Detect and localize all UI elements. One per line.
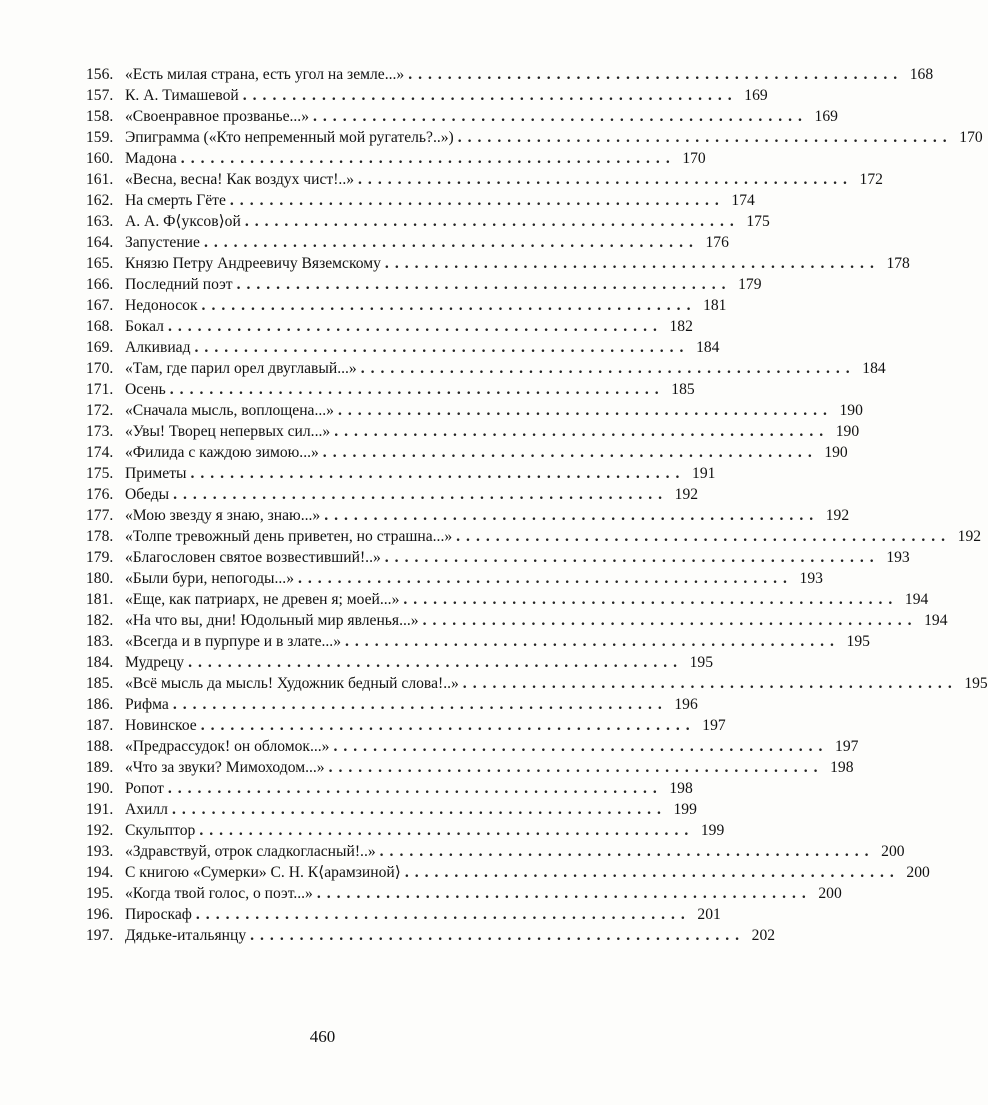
entry-number: 182. [86,612,114,629]
dot-leader: .................................................. [169,381,665,398]
toc-entry [86,631,870,652]
dot-leader: .................................................. [422,612,918,629]
dot-leader: .................................................. [200,717,696,734]
entry-number: 175. [86,465,114,482]
dot-leader: .................................................. [201,297,697,314]
entry-page: 174 [731,192,755,209]
entry-page: 190 [839,402,863,419]
entry-number: 197. [86,927,114,944]
entry-number: 157. [86,87,114,104]
entry-title: «Всегда и в пурпуре и в злате...» [125,633,341,650]
entry-page: 184 [862,360,886,377]
entry-page: 197 [835,738,859,755]
dot-leader: .................................................. [384,549,880,566]
dot-leader: .................................................. [408,66,904,83]
entry-title: Недоносок [125,297,198,314]
entry-number: 171. [86,381,114,398]
entry-number: 193. [86,843,114,860]
dot-leader: .................................................. [404,864,900,881]
entry-page: 194 [924,612,948,629]
toc-entry [86,904,721,925]
toc-entry [86,190,755,211]
entry-number: 180. [86,570,114,587]
dot-leader: .................................................. [180,150,676,167]
entry-number: 191. [86,801,114,818]
entry-number: 195. [86,885,114,902]
dot-leader: .................................................. [250,927,746,944]
dot-leader: .................................................. [229,192,725,209]
entry-title: А. А. Ф⟨уксов⟩ой [125,213,241,230]
toc-entry [86,295,727,316]
toc-entry [86,925,776,946]
entry-page: 200 [818,885,842,902]
entry-title: «Мою звезду я знаю, знаю...» [125,507,321,524]
entry-page: 197 [702,717,726,734]
entry-page: 168 [909,66,934,83]
dot-leader: .................................................. [328,759,824,776]
entry-page: 176 [705,234,729,251]
entry-title: «Еще, как патриарх, не древен я; моей...» [125,591,400,608]
toc-entry [86,841,905,862]
dot-leader: .................................................. [173,486,669,503]
toc-entry [86,106,838,127]
toc-entry [86,274,762,295]
entry-title: «Весна, весна! Как воздух чист!..» [125,171,355,188]
entry-page: 198 [830,759,854,776]
dot-leader: .................................................. [203,234,699,251]
entry-title: К. А. Тимашевой [125,87,239,104]
toc-entry [86,442,848,463]
entry-number: 187. [86,717,114,734]
toc-entry [86,400,863,421]
entry-number: 164. [86,234,114,251]
entry-number: 162. [86,192,114,209]
entry-number: 156. [86,66,114,83]
toc-entry [86,694,698,715]
entry-page: 196 [674,696,698,713]
dot-leader: .................................................. [333,738,829,755]
entry-page: 193 [886,549,910,566]
entry-number: 169. [86,339,114,356]
toc-entry [86,589,929,610]
entry-title: «Когда твой голос, о поэт...» [125,885,313,902]
entry-number: 167. [86,297,114,314]
toc-entry [86,610,948,631]
entry-title: Скульптор [125,822,196,839]
dot-leader: .................................................. [322,444,818,461]
entry-title: «Здравствуй, отрок сладкогласный!..» [125,843,376,860]
toc-entry [86,379,695,400]
entry-page: 190 [835,423,860,440]
dot-leader: .................................................. [167,318,663,335]
entry-page: 181 [703,297,727,314]
entry-title: Запустение [125,234,200,251]
entry-number: 168. [86,318,114,335]
dot-leader: .................................................. [195,906,691,923]
entry-number: 163. [86,213,114,230]
entry-page: 169 [744,87,768,104]
entry-page: 201 [697,906,721,923]
dot-leader: .................................................. [360,360,856,377]
dot-leader: .................................................. [172,696,668,713]
entry-number: 165. [86,255,114,272]
dot-leader: .................................................. [244,213,740,230]
entry-number: 170. [86,360,114,377]
entry-title: На смерть Гёте [125,192,226,209]
entry-number: 189. [86,759,114,776]
dot-leader: .................................................. [384,255,880,272]
entry-title: Дядьке-итальянцу [125,927,247,944]
dot-leader: .................................................. [313,108,808,125]
toc-entry [86,526,982,547]
entry-title: Пироскаф [125,906,192,923]
entry-page: 172 [859,171,883,188]
entry-number: 190. [86,780,114,797]
toc-entry [86,673,988,694]
toc-entry [86,64,934,85]
page-number: 460 [309,1027,336,1046]
toc-entry [86,463,716,484]
entry-page: 182 [669,318,693,335]
toc-entry [86,316,693,337]
entry-page: 199 [700,822,725,839]
dot-leader: .................................................. [242,87,738,104]
entry-number: 184. [86,654,114,671]
dot-leader: .................................................. [190,465,686,482]
toc-entry [86,652,714,673]
entry-number: 188. [86,738,114,755]
entry-number: 196. [86,906,114,923]
entry-page: 193 [799,570,823,587]
toc-entry [86,736,859,757]
dot-leader: .................................................. [236,276,732,293]
entry-title: «Всё мысль да мысль! Художник бедный слова!..» [125,675,459,692]
entry-page: 199 [673,801,697,818]
toc-entry [86,127,983,148]
entry-page: 192 [957,528,982,545]
entry-title: Мадона [125,150,177,167]
entry-title: Рифма [125,696,169,713]
dot-leader: .................................................. [457,129,953,146]
toc-entry [86,148,706,169]
entry-page: 184 [696,339,720,356]
entry-number: 160. [86,150,114,167]
toc-entry [86,337,720,358]
entry-page: 192 [674,486,699,503]
dot-leader: .................................................. [298,570,793,587]
toc-entry [86,757,854,778]
entry-number: 161. [86,171,114,188]
entry-page: 185 [671,381,695,398]
entry-page: 198 [669,780,693,797]
entry-title: Обеды [125,486,170,503]
table-of-contents [86,64,988,946]
entry-title: Осень [125,381,166,398]
toc-entry [86,253,910,274]
toc-entry [86,778,693,799]
entry-title: «Благословен святое возвестивший!..» [125,549,381,566]
entry-title: «На что вы, дни! Юдольный мир явленья...» [125,612,419,629]
entry-title: «Предрассудок! он обломок...» [125,738,330,755]
toc-entry [86,169,883,190]
entry-page: 192 [825,507,850,524]
entry-number: 166. [86,276,114,293]
dot-leader: .................................................. [358,171,853,188]
entry-number: 181. [86,591,114,608]
entry-number: 178. [86,528,114,545]
entry-page: 190 [824,444,848,461]
entry-number: 179. [86,549,114,566]
entry-page: 175 [746,213,770,230]
entry-page: 179 [738,276,762,293]
toc-entry [86,211,770,232]
toc-entry [86,232,729,253]
entry-title: «Что за звуки? Мимоходом...» [125,759,325,776]
entry-page: 191 [692,465,716,482]
dot-leader: .................................................. [403,591,899,608]
entry-number: 194. [86,864,114,881]
entry-page: 200 [881,843,905,860]
entry-page: 195 [846,633,870,650]
entry-title: Новинское [125,717,197,734]
dot-leader: .................................................. [337,402,833,419]
entry-title: Алкивиад [125,339,191,356]
entry-page: 169 [814,108,838,125]
entry-title: «Филида с каждою зимою...» [125,444,319,461]
entry-page: 178 [886,255,910,272]
entry-title: Последний поэт [125,276,233,293]
toc-entry [86,547,910,568]
entry-title: «Толпе тревожный день приветен, но страшна...» [125,528,453,545]
entry-number: 173. [86,423,114,440]
entry-number: 172. [86,402,114,419]
toc-entry [86,883,842,904]
entry-page: 202 [751,927,776,944]
entry-title: Приметы [125,465,187,482]
entry-number: 177. [86,507,114,524]
entry-page: 194 [904,591,929,608]
entry-page: 195 [964,675,988,692]
entry-number: 158. [86,108,114,125]
entry-title: Ропот [125,780,164,797]
entry-page: 200 [906,864,930,881]
entry-page: 195 [689,654,714,671]
dot-leader: .................................................. [194,339,690,356]
dot-leader: .................................................. [199,822,695,839]
entry-number: 185. [86,675,114,692]
entry-title: «Сначала мысль, воплощена...» [125,402,334,419]
dot-leader: .................................................. [456,528,952,545]
dot-leader: .................................................. [462,675,958,692]
entry-title: «Были бури, непогоды...» [125,570,294,587]
entry-number: 183. [86,633,114,650]
toc-entry [86,484,699,505]
dot-leader: .................................................. [188,654,684,671]
entry-title: «Там, где парил орел двуглавый...» [125,360,357,377]
dot-leader: .................................................. [316,885,812,902]
toc-entry [86,799,697,820]
toc-entry [86,421,860,442]
entry-page: 170 [682,150,706,167]
entry-number: 192. [86,822,114,839]
entry-title: «Своенравное прозванье...» [125,108,309,125]
toc-entry [86,358,886,379]
entry-page: 170 [959,129,983,146]
dot-leader: .................................................. [171,801,667,818]
entry-title: С книгою «Сумерки» С. Н. К⟨арамзиной⟩ [125,864,401,881]
entry-number: 186. [86,696,114,713]
entry-title: «Есть милая страна, есть угол на земле...» [125,66,405,83]
dot-leader: .................................................. [167,780,663,797]
entry-title: Ахилл [125,801,168,818]
toc-entry [86,715,726,736]
entry-number: 176. [86,486,114,503]
entry-title: «Увы! Творец непервых сил...» [125,423,331,440]
dot-leader: .................................................. [345,633,840,650]
entry-title: Бокал [125,318,164,335]
dot-leader: .................................................. [324,507,820,524]
entry-title: Мудрецу [125,654,185,671]
toc-entry [86,820,725,841]
toc-entry [86,505,850,526]
toc-entry [86,568,823,589]
toc-entry [86,862,930,883]
toc-entry [86,85,768,106]
entry-number: 159. [86,129,114,146]
entry-title: Эпиграмма («Кто непременный мой ругатель?..») [125,129,454,146]
dot-leader: .................................................. [379,843,875,860]
entry-number: 174. [86,444,114,461]
dot-leader: .................................................. [334,423,830,440]
entry-title: Князю Петру Андреевичу Вяземскому [125,255,381,272]
